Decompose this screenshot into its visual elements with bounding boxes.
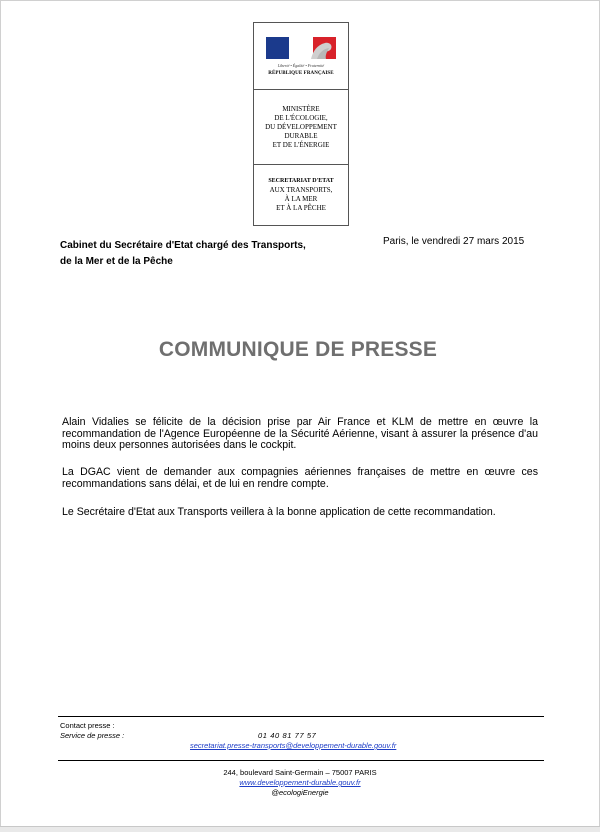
body-paragraph-3: Le Secrétaire d'Etat aux Transports veillera à la bonne application de cette recommandation. xyxy=(62,506,496,518)
footer-address: 244, boulevard Saint-Germain – 75007 PARIS xyxy=(223,768,377,777)
footer-website-link[interactable]: www.developpement-durable.gouv.fr xyxy=(239,778,361,787)
viewer-bottom-strip xyxy=(0,826,600,832)
page-title: COMMUNIQUE DE PRESSE xyxy=(158,338,438,361)
secretariat-line: ET À LA PÊCHE xyxy=(276,204,326,212)
footer-divider-bottom xyxy=(58,760,544,761)
ministry-logo-block xyxy=(253,22,349,226)
republic-logo xyxy=(254,23,348,90)
ministry-line: MINISTÈRE xyxy=(282,104,320,113)
ministry-name-block xyxy=(254,90,348,165)
french-flag-icon xyxy=(266,37,336,59)
secretariat-line: AUX TRANSPORTS, xyxy=(269,186,333,194)
body-paragraph-2: La DGAC vient de demander aux compagnies aériennes françaises de mettre en œuvre ces recommandations sans délai, et de lui en rendre compte. xyxy=(62,466,538,490)
press-email-link[interactable]: secretariat.presse-transports@developpement-durable.gouv.fr xyxy=(190,741,397,750)
footer-divider-top xyxy=(58,716,544,717)
secretariat-name-block xyxy=(254,165,348,225)
footer-social-handle: @ecologiEnergie xyxy=(271,788,329,797)
press-service-label: Service de presse : xyxy=(60,731,125,740)
secretariat-line: SECRETARIAT D'ETAT xyxy=(268,178,334,184)
body-paragraph-1: Alain Vidalies se félicite de la décision prise par Air France et KLM de mettre en œuvre la recommandation de l'Agence Européenne de la Sécurité Aérienne, visant à assurer la présence d'au moins deux personnes autorisées dans le cockpit. xyxy=(62,416,538,452)
cabinet-heading xyxy=(60,238,350,270)
ministry-line: ET DE L'ÉNERGIE xyxy=(272,140,330,149)
press-phone: 01 40 81 77 57 xyxy=(258,731,317,740)
ministry-line: DU DÉVELOPPEMENT xyxy=(265,122,337,131)
contact-label: Contact presse : xyxy=(60,721,115,730)
marianne-icon xyxy=(307,39,341,59)
ministry-line: DURABLE xyxy=(284,131,318,140)
cabinet-line-2: de la Mer et de la Pêche xyxy=(60,256,173,267)
ministry-line: DE L'ÉCOLOGIE, xyxy=(274,113,328,122)
secretariat-line: À LA MER xyxy=(284,195,318,203)
footer xyxy=(0,768,600,798)
republic-name: RÉPUBLIQUE FRANÇAISE xyxy=(268,71,334,76)
cabinet-line-1: Cabinet du Secrétaire d'Etat chargé des Transports, xyxy=(60,240,306,251)
date-line: Paris, le vendredi 27 mars 2015 xyxy=(383,236,525,247)
republic-motto: Liberté • Égalité • Fraternité xyxy=(277,63,325,68)
